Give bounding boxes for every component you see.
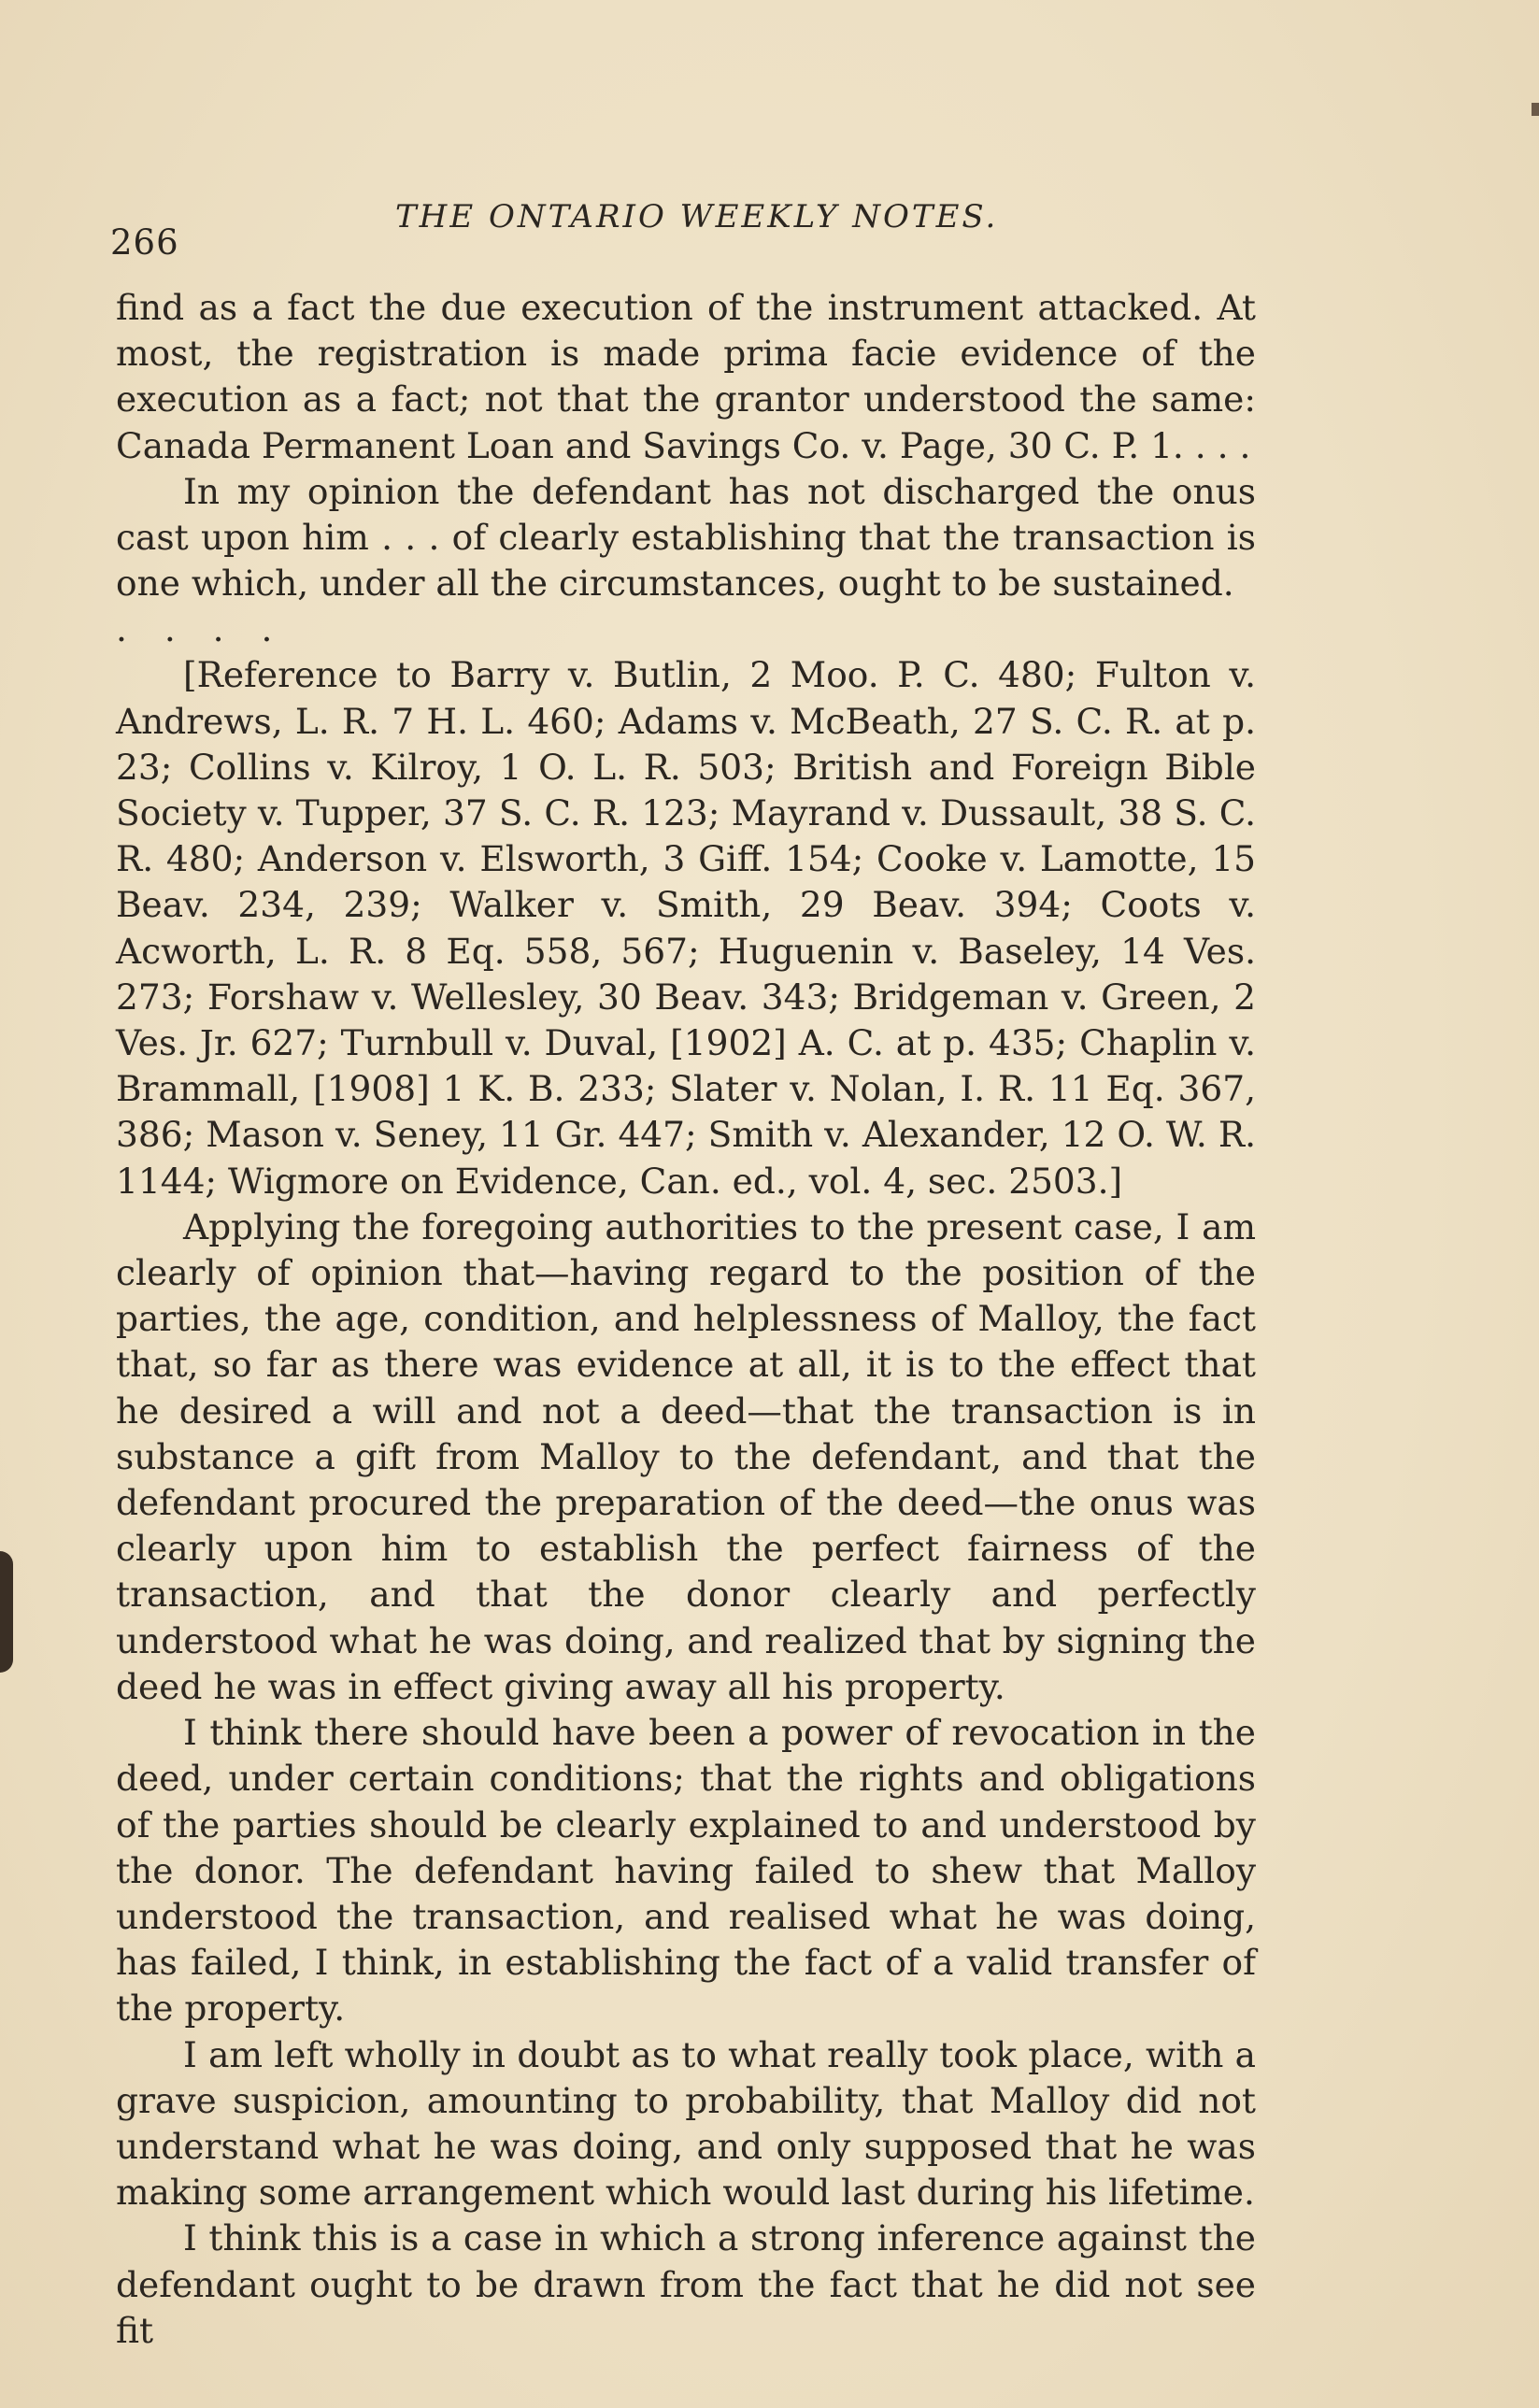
running-head: THE ONTARIO WEEKLY NOTES. bbox=[395, 198, 999, 235]
page-edge-mark bbox=[1532, 103, 1539, 116]
omission-ellipsis: . . . . bbox=[116, 608, 286, 650]
paragraph-opinion: In my opinion the defendant has not discharged the onus cast upon him . . . of clearly establishing that the transaction is one which, under all the circumstances, ought to be sustained. bbox=[116, 470, 1256, 605]
page-edge-shadow bbox=[0, 1551, 13, 1673]
paragraph-continuation: find as a fact the due execution of the instrument attacked. At most, the registration is made prima facie evidence of the execution as a fact; not that the grantor understood the same: Canada Permanent Loan and Savings Co. v. Page, 30 C. P. 1. . . . bbox=[116, 287, 1256, 466]
paragraph-references: [Reference to Barry v. Butlin, 2 Moo. P. C. 480; Fulton v. Andrews, L. R. 7 H. L. 460; Adams v. McBeath, 27 S. C. R. at p. 23; Collins v. Kilroy, 1 O. L. R. 503; British and Foreign Bible Society v. Tupper, 37 S. C. R. 123; Mayrand v. Dussault, 38 S. C. R. 480; Anderson v. Elsworth, 3 Giff. 154; Cooke v. Lamotte, 15 Beav. 234, 239; Walker v. Smith, 29 Beav. 394; Coots v. Acworth, L. R. 8 Eq. 558, 567; Huguenin v. Baseley, 14 Ves. 273; Forshaw v. Wellesley, 30 Beav. 343; Bridgeman v. Green, 2 Ves. Jr. 627; Turnbull v. Duval, [1902] A. C. at p. 435; Chaplin v. Brammall, [1908] 1 K. B. 233; Slater v. Nolan, I. R. 11 Eq. 367, 386; Mason v. Seney, 11 Gr. 447; Smith v. Alexander, 12 O. W. R. 1144; Wigmore on Evidence, Can. ed., vol. 4, sec. 2503.] bbox=[116, 654, 1256, 1202]
paragraph-applying-authorities: Applying the foregoing authorities to the present case, I am clearly of opinion that—having regard to the position of the parties, the age, condition, and helplessness of Malloy, the fact that, so far as there was evidence at all, it is to the effect that he desired a will and not a deed—that the transaction is in substance a gift from Malloy to the defendant, and that the defendant procured the preparation of the deed—the onus was clearly upon him to establish the perfect fairness of the transaction, and that the donor clearly and perfectly understood what he was doing, and realized that by signing the deed he was in effect giving away all his property. bbox=[116, 1205, 1256, 1707]
body-text bbox=[116, 285, 1256, 2354]
page-header bbox=[110, 198, 1260, 263]
paragraph-doubt: I am left wholly in doubt as to what really took place, with a grave suspicion, amounting to probability, that Malloy did not understand what he was doing, and only supposed that he was making some arrangement which would last during his lifetime. bbox=[116, 2033, 1256, 2214]
paragraph-inference: I think this is a case in which a strong inference against the defendant ought to be drawn from the fact that he did not see fit bbox=[116, 2217, 1256, 2351]
page-number: 266 bbox=[110, 222, 179, 263]
paragraph-power-of-revocation: I think there should have been a power of revocation in the deed, under certain conditions; that the rights and obligations of the parties should be clearly explained to and understood by the donor. The defendant having failed to shew that Malloy understood the transaction, and realised what he was doing, has failed, I think, in establishing the fact of a valid transfer of the property. bbox=[116, 1712, 1256, 2030]
